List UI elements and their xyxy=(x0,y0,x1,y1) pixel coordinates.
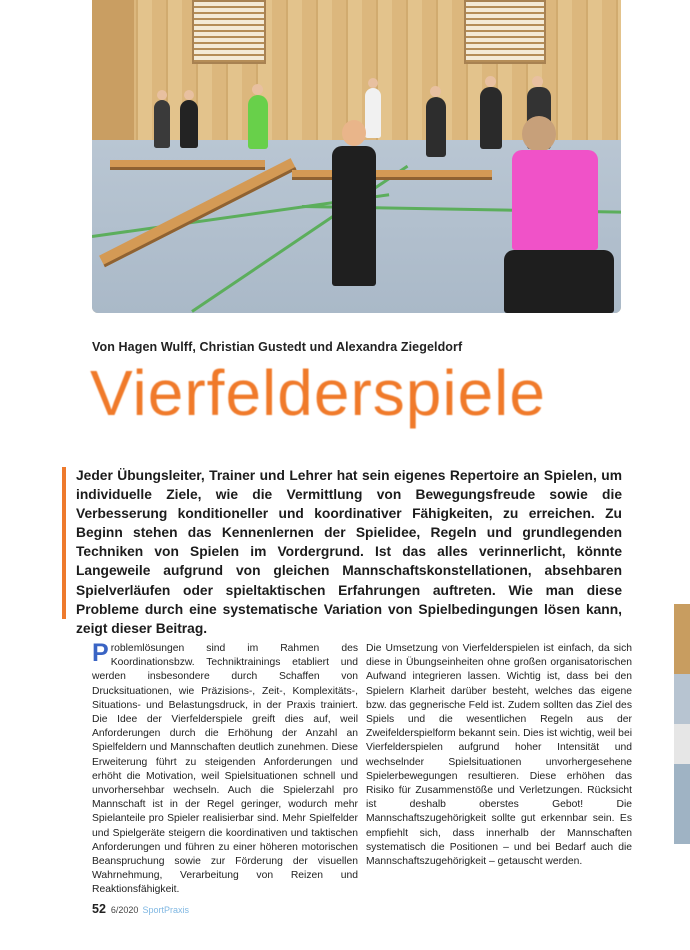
player-head xyxy=(368,78,378,88)
article-title: Vierfelderspiele xyxy=(90,357,546,429)
hall-window xyxy=(464,0,546,64)
body-column-left xyxy=(92,639,358,898)
dropcap: P xyxy=(92,639,109,667)
player xyxy=(480,87,502,149)
gym-bench xyxy=(110,160,265,170)
player xyxy=(180,100,198,148)
gym-bench xyxy=(292,170,492,180)
player xyxy=(426,97,446,157)
player-legs xyxy=(504,250,614,313)
journal-name: SportPraxis xyxy=(142,905,189,915)
byline: Von Hagen Wulff, Christian Gustedt und Alexandra Ziegeldorf xyxy=(92,340,463,354)
issue-label: 6/2020 xyxy=(110,905,139,915)
player-head xyxy=(157,90,167,100)
page-number: 52 xyxy=(92,902,106,916)
intro-paragraph: Jeder Übungsleiter, Trainer und Lehrer hat sein eigenes Repertoire an Spielen, um individuelle Ziele, wie die Vermittlung von Bewegungsfreude sowie die Verbesserung konditioneller und koordinativer Fähigkeiten, zu erreichen. Zu Beginn stehen das Kennenlernen der Spielidee, Regeln und grundlegenden Techniken von Spielen im Vordergrund. Ist das alles verinnerlicht, könnte Langeweile aufgrund von gleichen Mannschaftskonstellationen, absehbaren Spielverläufen oder spieltaktischen Erfahrungen auftreten. Wie man diese Probleme durch eine systematische Variation von Spielbedingungen lösen kann, zeigt dieser Beitrag. xyxy=(76,468,622,636)
left-column-text: roblemlösungen sind im Rahmen des Koordinationsbzw. Techniktrainings etabliert und werden insbesondere durch Schaffen von Drucksituationen, wie Präzisions-, Zeit-, Komplexitäts-, Situations- und Belastungsdruck, in der Praxis trainiert. Die Idee der Vierfelderspiele greift dies auf, weil Anforderungen durch die Erhöhung der Anzahl an Spielfeldern und Mannschaften deutlich zunehmen. Diese Erweiterung führt zu steigenden Anforderungen und erhöht die Motivation, weil Spielsituationen schnell und unvorhersehbar wechseln. Auch die Spielerzahl pro Mannschaft ist in der Regel geringer, wodurch mehr Spielanteile pro Spieler realisierbar sind. Mehr Spielfelder und Spielgeräte steigern die koordinativen und taktischen Anforderungen und führen zu einer höheren motorischen Beanspruchung sowie zur Förderung der visuellen Wahrnehmung, Verarbeitung von Reizen und Reaktionsfähigkeit. xyxy=(92,643,358,896)
wall-pillar xyxy=(92,0,134,150)
intro-accent-bar xyxy=(62,467,66,619)
player-foreground xyxy=(332,146,376,286)
player-head xyxy=(532,76,543,87)
player xyxy=(365,88,381,138)
player-head xyxy=(252,84,263,95)
player-pink-bib xyxy=(512,150,598,250)
adjacent-page-edge xyxy=(674,604,690,844)
page-footer xyxy=(92,902,189,916)
hall-window xyxy=(192,0,266,64)
player xyxy=(154,100,170,148)
player-head xyxy=(342,120,366,146)
player-head xyxy=(430,86,441,97)
right-column-text: Die Umsetzung von Vierfelderspielen ist einfach, da sich diese in Übungseinheiten ohne großen organisatorischen Aufwand integrieren lassen. Wichtig ist, dass bei den Spielern Klarheit darüber besteht, welches das eigene bzw. das gegnerische Feld ist. Zudem sollten das Ziel des Spiels und die wesentlichen Regeln aus der Zweifelderspielform bekannt sein. Dies ist wichtig, weil bei Vierfelderspielen aufgrund hoher Intensität und wechselnder Spielsituationen unvorhergesehene Spielerbewegungen resultieren. Diese erhöhen das Risiko für Zusammenstöße und Verletzungen. Rücksicht ist deshalb oberstes Gebot! Die Mannschaftszugehörigkeit sollte gut erkennbar sein. Es empfiehlt sich, dass innerhalb der Mannschaften systematisch die Positionen – und bei Bedarf auch die Mannschaftszugehörigkeit – getauscht werden. xyxy=(366,643,632,868)
player-head xyxy=(485,76,496,87)
sports-hall-photo xyxy=(92,0,621,313)
player-head xyxy=(184,90,194,100)
player xyxy=(248,95,268,149)
body-column-right xyxy=(366,642,632,869)
player-head xyxy=(522,116,556,152)
